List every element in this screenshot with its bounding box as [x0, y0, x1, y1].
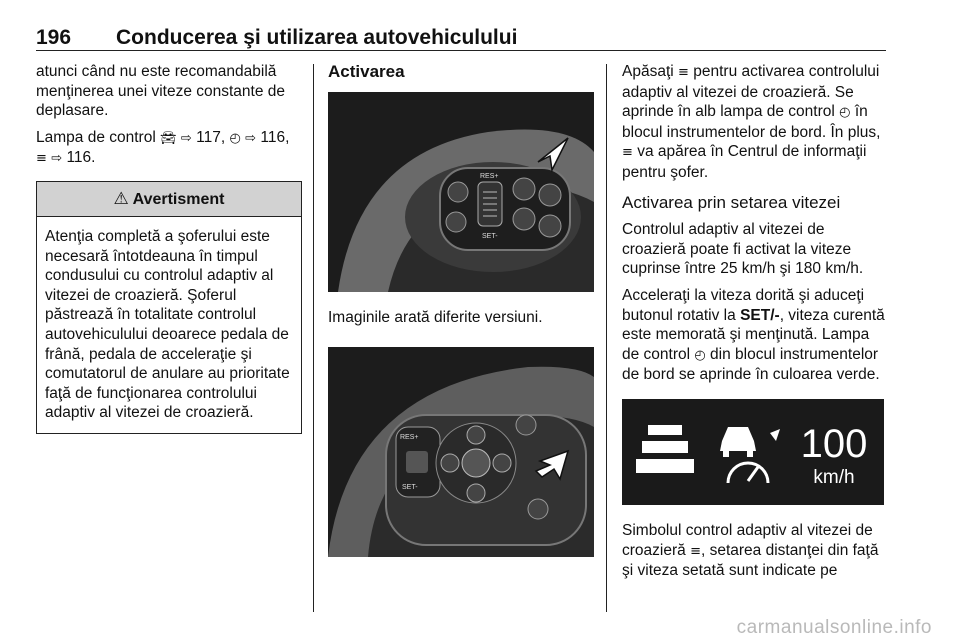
- column-middle: [328, 62, 594, 557]
- reference-arrow-icon: ⇨: [245, 130, 257, 146]
- text-instrument-block: în blocul instrumentelor de bord. În plus,: [622, 103, 881, 141]
- car-icon: 🚘︎: [160, 130, 177, 146]
- cruise-control-icon: ◴: [694, 347, 706, 363]
- reference-arrow-icon: ⇨: [180, 130, 192, 146]
- text-distance-desc: , setarea distanţei din faţă şi viteza setată sunt indicate pe: [622, 541, 879, 580]
- page-title: Conducerea şi utilizarea autovehiculului: [116, 26, 518, 49]
- cruise-control-icon: ◴: [839, 105, 851, 121]
- steering-wheel-image-1: [328, 92, 594, 292]
- paragraph-activate-button: [622, 62, 890, 183]
- warning-triangle-icon: ⚠: [113, 188, 129, 209]
- warning-header: [37, 182, 301, 217]
- page-ref-1: 117,: [196, 128, 226, 146]
- text-speed-memorized: , viteza curentă este memorată şi menţinută. Lampa de control: [622, 306, 885, 363]
- page-header: [36, 20, 886, 51]
- wheel1-set-label: SET-: [482, 232, 498, 240]
- distance-bar-1: [648, 425, 682, 435]
- section-title-activation: Activarea: [328, 62, 405, 81]
- paragraph-intro: atunci când nu este recomandabilă menţinerea unei viteze constante de deplasare.: [36, 63, 286, 120]
- reference-arrow-icon: ⇨: [51, 151, 63, 167]
- page-ref-2: 116,: [260, 128, 290, 146]
- page-ref-3: 116.: [66, 149, 96, 167]
- text-accelerate: Acceleraţi la viteza dorită şi aduceţi butonul rotativ la: [622, 286, 865, 324]
- text-set-button: SET/-: [740, 306, 780, 324]
- warning-title: Avertisment: [132, 190, 225, 208]
- lamp-prefix: Lampa de control: [36, 128, 156, 146]
- text-symbol-desc: Simbolul control adaptiv al vitezei de croazieră: [622, 521, 873, 559]
- cruise-control-icon: ◴: [229, 130, 241, 146]
- image-caption: Imaginile arată diferite versiuni.: [328, 308, 543, 326]
- wheel2-res-label: RES+: [400, 434, 419, 442]
- text-green-lamp: din blocul instrumentelor de bord se aprinde în culoarea verde.: [622, 345, 880, 384]
- text-driver-info: va apărea în Centrul de informaţii pentru şofer.: [622, 143, 867, 181]
- watermark: carmanualsonline.info: [736, 617, 932, 638]
- distance-bar-2: [642, 441, 688, 453]
- steering-wheel-image-2: [328, 347, 594, 557]
- speed-unit: km/h: [813, 466, 855, 488]
- page-number: 196: [36, 26, 72, 49]
- wheel1-res-label: RES+: [480, 172, 499, 180]
- distance-bar-3: [636, 459, 694, 473]
- column-divider-2: [606, 64, 607, 612]
- text-activation-desc: pentru activarea controlului adaptiv al vitezei de croazieră. Se aprinde în alb lampa de control: [622, 63, 880, 121]
- column-right: [622, 62, 890, 588]
- adaptive-cruise-icon: ≡: [678, 65, 689, 80]
- adaptive-cruise-icon: ≡: [36, 151, 47, 167]
- paragraph-symbol-indication: [622, 521, 890, 581]
- paragraph-lamp-refs: [36, 128, 302, 169]
- column-left: [36, 62, 302, 434]
- adaptive-cruise-icon: ≡: [690, 543, 701, 559]
- paragraph-set-speed: [622, 286, 890, 385]
- subheading-speed-activation: Activarea prin setarea vitezei: [622, 192, 841, 212]
- set-speed-value: 100: [800, 421, 868, 466]
- adaptive-cruise-icon: ≡: [622, 145, 633, 161]
- warning-body: Atenţia completă a şoferului este necesară întotdeauna în timpul condusului cu controlul adaptiv al vitezei de croazieră. Şoferul păstrează în totalitate controlul autovehiculului deoarece pedala de frână, pedala de acceleraţie şi comutatorul de anulare au prioritate faţă de funcţionarea controlului adaptiv al vitezei de croazieră.: [45, 227, 290, 422]
- column-divider-1: [313, 64, 314, 612]
- text-press: Apăsaţi: [622, 63, 674, 80]
- wheel2-set-label: SET-: [402, 484, 418, 492]
- warning-box: [36, 181, 302, 434]
- driver-info-display: [622, 399, 884, 505]
- paragraph-speed-range: Controlul adaptiv al vitezei de croazieră poate fi activat la viteze cuprinse între 25 km/h şi 180 km/h.: [622, 221, 864, 278]
